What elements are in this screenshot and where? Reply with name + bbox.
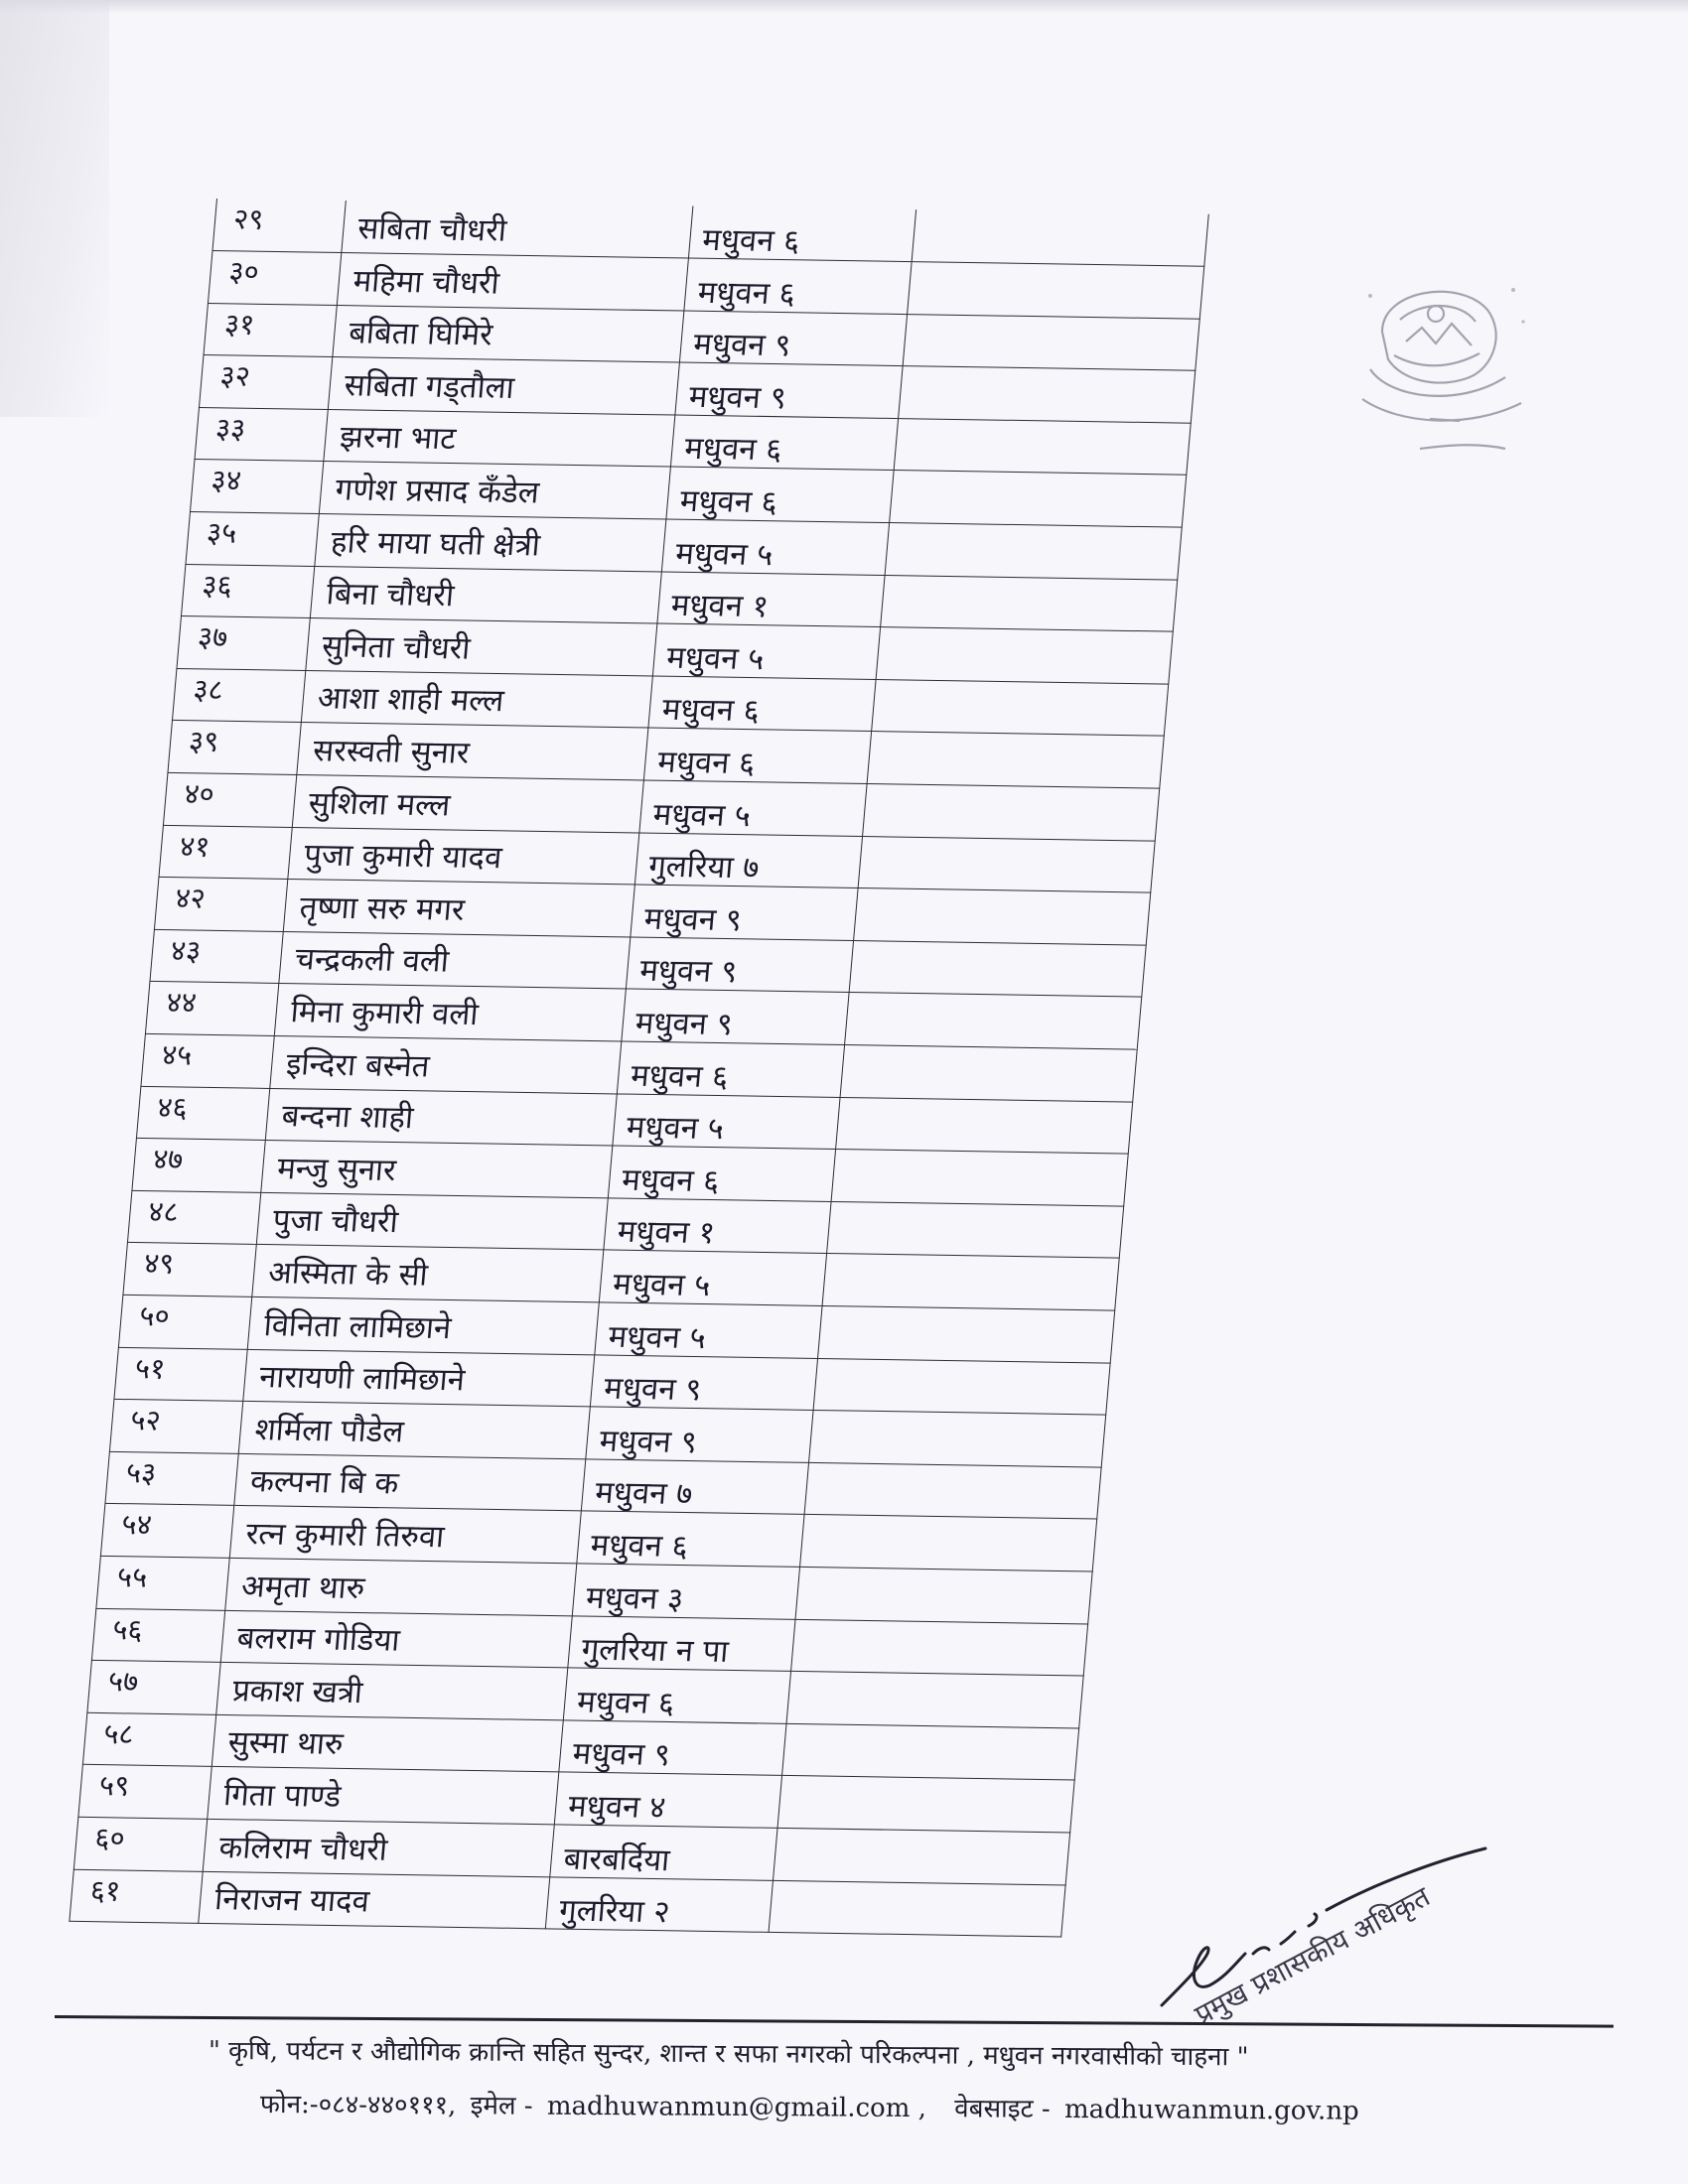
remarks-cell	[818, 1305, 1115, 1362]
member-name-cell: महिमा चौधरी	[337, 253, 688, 311]
member-name-cell: अमृता थारु	[225, 1558, 577, 1615]
member-name-cell: सुशिला मल्ल	[292, 775, 643, 833]
ward-address-cell: मधुवन ६	[688, 206, 915, 262]
serial-number-cell: ३०	[208, 251, 341, 306]
member-name-cell: प्रकाश खत्री	[216, 1662, 568, 1719]
remarks-cell	[800, 1515, 1097, 1571]
ward-address-cell: मधुवन ५	[595, 1302, 822, 1358]
serial-number-cell: ४१	[159, 825, 292, 880]
remarks-cell	[881, 575, 1178, 631]
remarks-cell	[908, 262, 1204, 319]
serial-number-cell: ३५	[186, 512, 319, 567]
ward-address-cell: मधुवन ६	[577, 1511, 804, 1567]
footer-motto: " कृषि, पर्यटन र औद्योगिक क्रान्ति सहित सुन्दर, शान्त र सफा नगरको परिकल्पना , मधुवन नगरवासीको चाहना "	[208, 2036, 1249, 2073]
ward-address-cell: मधुवन ५	[613, 1094, 840, 1150]
serial-number-cell: ५०	[118, 1295, 251, 1349]
member-name-cell: सरस्वती सुनार	[297, 723, 648, 780]
serial-number-cell: ३८	[172, 668, 305, 723]
ward-address-cell: मधुवन ६	[684, 258, 912, 314]
top-edge-shadow	[0, 0, 1688, 14]
ward-address-cell: मधुवन ६	[617, 1041, 844, 1097]
serial-number-cell: ५८	[82, 1712, 215, 1767]
serial-number-cell: ३२	[199, 355, 332, 410]
ward-address-cell: गुलरिया २	[545, 1876, 773, 1932]
roster-table-body	[70, 199, 1208, 1937]
serial-number-cell: ३६	[181, 564, 314, 618]
serial-number-cell: ५७	[87, 1660, 220, 1714]
ward-address-cell: मधुवन ६	[563, 1668, 790, 1723]
serial-number-cell: ५२	[109, 1400, 242, 1454]
remarks-cell	[769, 1880, 1065, 1937]
remarks-cell	[836, 1097, 1133, 1154]
ward-address-cell: बारबर्दिया	[550, 1825, 777, 1880]
ward-address-cell: मधुवन ९	[586, 1407, 813, 1462]
ward-address-cell: गुलरिया न पा	[568, 1615, 795, 1671]
roster-table	[69, 199, 1208, 1938]
member-name-cell: नारायणी लामिछाने	[243, 1349, 595, 1407]
remarks-cell	[858, 836, 1155, 892]
ward-address-cell: मधुवन १	[657, 572, 885, 627]
serial-number-cell: ३७	[177, 616, 310, 671]
member-name-cell: कलिराम चौधरी	[203, 1819, 554, 1876]
footer-website-label: वेबसाइट -	[954, 2094, 1051, 2124]
ward-address-cell: मधुवन ९	[559, 1720, 786, 1776]
ward-address-cell: मधुवन ९	[590, 1354, 817, 1410]
remarks-cell	[899, 366, 1196, 423]
member-name-cell: मन्जु सुनार	[261, 1141, 613, 1198]
remarks-cell	[863, 784, 1160, 841]
ward-address-cell: मधुवन १	[604, 1198, 831, 1254]
remarks-cell	[854, 888, 1151, 945]
serial-number-cell: ३३	[195, 407, 328, 462]
serial-number-cell: ४७	[132, 1139, 265, 1193]
member-name-cell: बन्दना शाही	[265, 1088, 617, 1146]
remarks-cell	[845, 993, 1142, 1049]
signature-title: प्रमुख प्रशासकीय अधिकृत	[1189, 1879, 1436, 2032]
serial-number-cell: ४८	[127, 1190, 260, 1245]
footer-website[interactable]: madhuwanmun.gov.np	[1063, 2094, 1359, 2126]
serial-number-cell: ६१	[70, 1869, 203, 1924]
remarks-cell	[903, 314, 1199, 370]
ward-address-cell: मधुवन ६	[670, 415, 898, 471]
member-name-cell: सुनिता चौधरी	[306, 618, 657, 676]
member-name-cell: अस्मिता के सी	[252, 1245, 604, 1302]
ward-address-cell: मधुवन ९	[626, 937, 853, 993]
member-name-cell: पुजा चौधरी	[256, 1192, 608, 1250]
remarks-cell	[872, 679, 1169, 736]
footer-email[interactable]: madhuwanmun@gmail.com ,	[546, 2091, 927, 2124]
remarks-cell	[777, 1776, 1074, 1833]
ward-address-cell: मधुवन ९	[675, 362, 903, 418]
ward-address-cell: मधुवन ५	[639, 780, 867, 836]
serial-number-cell: ४५	[141, 1033, 274, 1088]
remarks-cell	[809, 1411, 1106, 1467]
remarks-cell	[867, 732, 1164, 788]
officer-signature	[1142, 1837, 1509, 2035]
remarks-cell	[804, 1462, 1101, 1519]
ward-address-cell: मधुवन ५	[599, 1250, 826, 1305]
member-name-cell: रत्न कुमारी तिरुवा	[229, 1506, 581, 1564]
remarks-cell	[795, 1567, 1092, 1623]
serial-number-cell: ५३	[105, 1451, 238, 1506]
remarks-cell	[831, 1150, 1128, 1206]
member-name-cell: सबिता चौधरी	[342, 201, 693, 258]
member-name-cell: मिना कुमारी वली	[274, 984, 626, 1041]
serial-number-cell: ४२	[154, 878, 287, 932]
roster-table-wrapper	[69, 199, 1207, 1938]
ward-address-cell: मधुवन ६	[643, 728, 871, 783]
member-name-cell: बिना चौधरी	[310, 566, 661, 623]
ward-address-cell: मधुवन ४	[554, 1772, 781, 1828]
footer-contact	[260, 2085, 1551, 2128]
serial-number-cell: ३९	[168, 721, 301, 775]
remarks-cell	[791, 1619, 1088, 1676]
member-name-cell: शर्मिला पौडेल	[238, 1402, 590, 1459]
serial-number-cell: ४४	[145, 982, 278, 1036]
serial-number-cell: ५९	[78, 1765, 211, 1820]
ward-address-cell: मधुवन ९	[631, 885, 858, 940]
ward-address-cell: मधुवन ५	[652, 623, 880, 679]
ward-address-cell: मधुवन ३	[572, 1564, 799, 1619]
remarks-cell	[912, 209, 1208, 266]
ward-address-cell: मधुवन ५	[661, 519, 889, 575]
member-name-cell: झरना भाट	[324, 409, 675, 467]
member-name-cell: पुजा कुमारी यादव	[288, 827, 639, 885]
ward-address-cell: मधुवन ६	[648, 676, 876, 732]
remarks-cell	[849, 940, 1146, 997]
serial-number-cell: ५६	[91, 1608, 224, 1663]
page-fold-shadow	[0, 0, 109, 417]
ward-address-cell: गुलरिया ७	[634, 833, 862, 888]
member-name-cell: सुस्मा थारु	[211, 1714, 563, 1772]
ward-address-cell: मधुवन ९	[679, 311, 907, 366]
member-name-cell: बलराम गोडिया	[220, 1610, 572, 1668]
member-name-cell: हरि माया घती क्षेत्री	[315, 514, 666, 572]
member-name-cell: चन्द्रकली वली	[279, 931, 631, 989]
ward-address-cell: मधुवन ६	[608, 1146, 835, 1201]
footer-email-label: इमेल -	[470, 2091, 533, 2121]
serial-number-cell: २९	[212, 199, 346, 253]
member-name-cell: सबिता गड्तौला	[328, 357, 679, 415]
serial-number-cell: ५५	[96, 1556, 229, 1610]
member-name-cell: आशा शाही मल्ल	[301, 670, 652, 728]
footer-phone: फोन:-०८४-४४०१११,	[259, 2090, 457, 2121]
serial-number-cell: ४९	[123, 1243, 256, 1297]
member-name-cell: गिता पाण्डे	[208, 1767, 559, 1825]
remarks-cell	[774, 1828, 1070, 1884]
ward-address-cell: मधुवन ७	[581, 1459, 808, 1515]
serial-number-cell: ४६	[136, 1086, 269, 1141]
remarks-cell	[876, 627, 1173, 684]
serial-number-cell: ४०	[163, 772, 296, 827]
member-name-cell: निराजन यादव	[199, 1871, 550, 1929]
member-name-cell: विनिता लामिछाने	[247, 1297, 599, 1354]
member-name-cell: कल्पना बि क	[234, 1453, 586, 1511]
ward-address-cell: मधुवन ६	[666, 467, 894, 522]
member-name-cell: बबिता घिमिरे	[333, 305, 684, 362]
office-seal-stamp	[1311, 250, 1559, 498]
serial-number-cell: ६०	[73, 1817, 207, 1871]
serial-number-cell: ५४	[100, 1504, 233, 1559]
member-name-cell: इन्दिरा बस्नेत	[270, 1035, 622, 1093]
remarks-cell	[840, 1044, 1137, 1101]
remarks-cell	[885, 523, 1182, 580]
serial-number-cell: ४३	[150, 929, 283, 984]
remarks-cell	[782, 1723, 1079, 1780]
remarks-cell	[813, 1358, 1110, 1415]
remarks-cell	[894, 418, 1191, 475]
serial-number-cell: ५१	[114, 1347, 247, 1402]
remarks-cell	[890, 471, 1187, 527]
remarks-cell	[786, 1672, 1083, 1728]
member-name-cell: गणेश प्रसाद कँडेल	[319, 462, 670, 519]
remarks-cell	[827, 1201, 1124, 1258]
member-name-cell: तृष्णा सरु मगर	[283, 880, 634, 937]
remarks-cell	[822, 1254, 1119, 1310]
ward-address-cell: मधुवन ९	[622, 989, 849, 1044]
serial-number-cell: ३१	[204, 303, 337, 357]
serial-number-cell: ३४	[190, 460, 323, 514]
